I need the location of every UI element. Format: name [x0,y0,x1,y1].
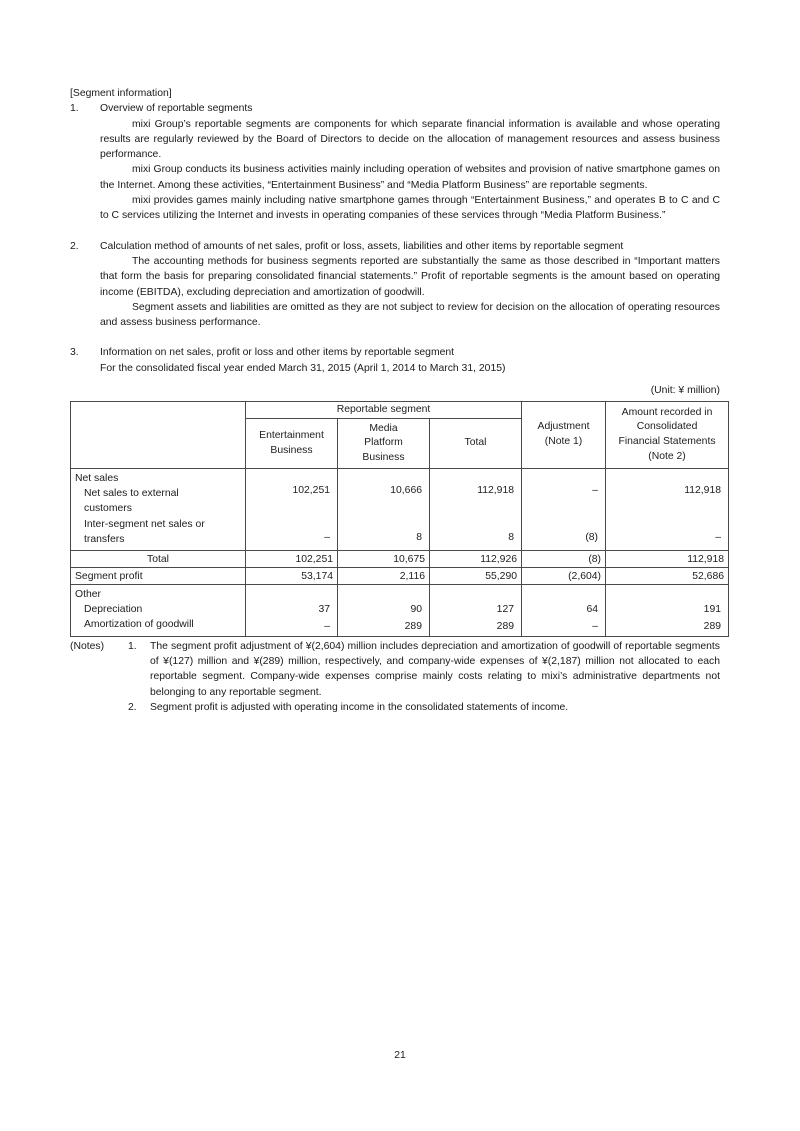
section-heading: [Segment information] [70,88,172,99]
header-consolidated [606,402,729,469]
row-label-segment-profit: Segment profit [71,568,246,585]
cell-othergroup-adjustment [522,585,606,637]
cell-depreciation-consolidated: 191 [703,603,722,615]
header-entertainment-line1: Entertainment [259,429,324,441]
cell-profit-consolidated: 52,686 [606,568,729,585]
table-row-total [71,551,729,568]
cell-amortization-consolidated: 289 [703,620,722,632]
section-3-title: Information on net sales, profit or loss and other items by reportable segment [100,347,455,359]
cell-othergroup-media [338,585,430,637]
cell-amortization-total: 289 [496,620,515,632]
header-media-line1: Media [369,422,398,434]
cell-intersegment-total: 8 [508,531,515,543]
table-corner-cell [71,402,246,469]
cell-intersegment-consolidated: – [715,531,722,543]
table-row-other [71,585,729,637]
row-label-intersegment-line1: Inter-segment net sales or [84,518,205,530]
section-1 [70,101,720,116]
cell-external-total: 112,918 [477,484,515,496]
cell-profit-entertainment: 53,174 [246,568,338,585]
segment-information-table [70,401,729,637]
header-consolidated-line2: Consolidated [636,421,698,433]
cell-amortization-adjustment: – [592,620,599,632]
cell-group-consolidated [606,469,729,551]
header-total: Total [430,419,522,469]
header-media-line3: Business [362,451,405,463]
cell-depreciation-media: 90 [410,603,422,615]
section-2-paragraph-1: The accounting methods for business segments reported are substantially the same as those described in “Important matters that form the basis for preparing consolidated financial statements.” Profit of reportable segments is the amount based on operating income (EBITDA), excluding depreciation and amortization of goodwill. [100,255,720,298]
cell-total-consolidated: 112,918 [606,551,729,568]
row-label-net-sales-block [71,469,246,551]
page-number: 21 [394,1050,406,1061]
section-1-paragraph-3: mixi provides games mainly including native smartphone games through “Entertainment Business,” and operates B to C and C to C services utilizing the Internet and invests in operating companies of these services through “Media Platform Business.” [100,195,720,222]
section-2-number: 2. [70,240,79,252]
cell-profit-adjustment: (2,604) [522,568,606,585]
cell-group-total [430,469,522,551]
row-label-total: Total [71,551,246,568]
section-2-title: Calculation method of amounts of net sales, profit or loss, assets, liabilities and other items by reportable segment [100,240,624,252]
cell-external-media: 10,666 [390,484,422,496]
table-header-row-1 [71,402,729,419]
table-row-net-sales [71,469,729,551]
table-row-segment-profit [71,568,729,585]
row-label-other-block [71,585,246,637]
notes-label: (Notes) [70,640,105,652]
cell-intersegment-adjustment: (8) [585,531,599,543]
row-label-amortization: Amortization of goodwill [84,619,194,631]
section-3-subtitle-row [70,361,720,376]
cell-external-consolidated: 112,918 [684,484,722,496]
cell-othergroup-consolidated [606,585,729,637]
header-consolidated-line1: Amount recorded in [621,406,713,418]
row-label-depreciation: Depreciation [84,604,143,616]
row-label-other: Other [75,589,101,601]
section-2-paragraph-2: Segment assets and liabilities are omitted as they are not subject to review for decision on the allocation of operating resources and assess business performance. [100,301,720,329]
cell-depreciation-total: 127 [496,603,515,615]
cell-depreciation-entertainment: 37 [318,603,330,615]
header-consolidated-line3: Financial Statements [618,436,716,448]
note-1-number: 1. [128,640,137,652]
cell-total-total: 112,926 [430,551,522,568]
note-item-1 [70,639,720,700]
header-media-line2: Platform [364,437,403,449]
cell-total-entertainment: 102,251 [246,551,338,568]
cell-intersegment-media: 8 [416,531,422,543]
cell-total-media: 10,675 [338,551,430,568]
section-3-subtitle-spacer [70,361,100,376]
cell-profit-total: 55,290 [430,568,522,585]
section-2 [70,239,720,254]
header-media-platform-business [338,419,430,469]
section-3-subtitle: For the consolidated fiscal year ended March 31, 2015 (April 1, 2014 to March 31, 2015) [100,362,506,374]
table-unit-note: (Unit: ¥ million) [650,385,720,397]
cell-profit-media: 2,116 [338,568,430,585]
table-notes [70,639,720,715]
cell-amortization-entertainment: – [324,620,330,632]
row-label-external-line2: customers [84,503,132,515]
cell-intersegment-entertainment: – [324,531,330,543]
header-reportable-segment: Reportable segment [246,402,522,419]
cell-group-adjustment [522,469,606,551]
section-3 [70,345,720,360]
note-1-text: The segment profit adjustment of ¥(2,604) million includes depreciation and amortization of goodwill of reportable segments of ¥(127) million and ¥(289) million, respectively, and company-wide expenses of ¥(2,187) million not allocated to each reportable segment. Company-wide expenses comprise mainly costs relating to mixi’s administrative departments not belonging to any reportable segment. [150,640,720,698]
header-adjustment [522,402,606,469]
cell-group-entertainment [246,469,338,551]
header-adjustment-line1: Adjustment [537,421,590,433]
section-1-paragraph-1: mixi Group’s reportable segments are components for which separate financial information is available and whose operating results are regularly reviewed by the Board of Directors to decide on the allocation of management resources and assess business performance. [100,118,720,161]
row-label-net-sales: Net sales [75,473,119,485]
header-adjustment-line2: (Note 1) [544,436,583,448]
note-2-number: 2. [128,701,137,713]
note-2-spacer [70,700,128,715]
section-1-number: 1. [70,103,79,115]
note-item-2 [70,700,720,715]
row-label-external-line1: Net sales to external [84,488,179,500]
section-3-number: 3. [70,347,79,359]
cell-othergroup-entertainment [246,585,338,637]
cell-external-adjustment: – [592,484,599,496]
cell-othergroup-total [430,585,522,637]
cell-amortization-media: 289 [404,620,422,632]
header-entertainment-business [246,419,338,469]
header-consolidated-line4: (Note 2) [648,450,686,462]
cell-external-entertainment: 102,251 [292,484,330,496]
cell-group-media [338,469,430,551]
section-1-title: Overview of reportable segments [100,103,253,115]
cell-depreciation-adjustment: 64 [586,603,599,615]
page-content [70,86,725,715]
cell-total-adjustment: (8) [522,551,606,568]
header-entertainment-line2: Business [270,444,313,456]
note-2-text: Segment profit is adjusted with operating income in the consolidated statements of income. [150,701,569,713]
row-label-intersegment-line2: transfers [84,533,125,545]
section-1-paragraph-2: mixi Group conducts its business activities mainly including operation of websites and provision of native smartphone games on the Internet. Among these activities, “Entertainment Business” and “Media Platform Business” are reportable segments. [100,164,720,191]
